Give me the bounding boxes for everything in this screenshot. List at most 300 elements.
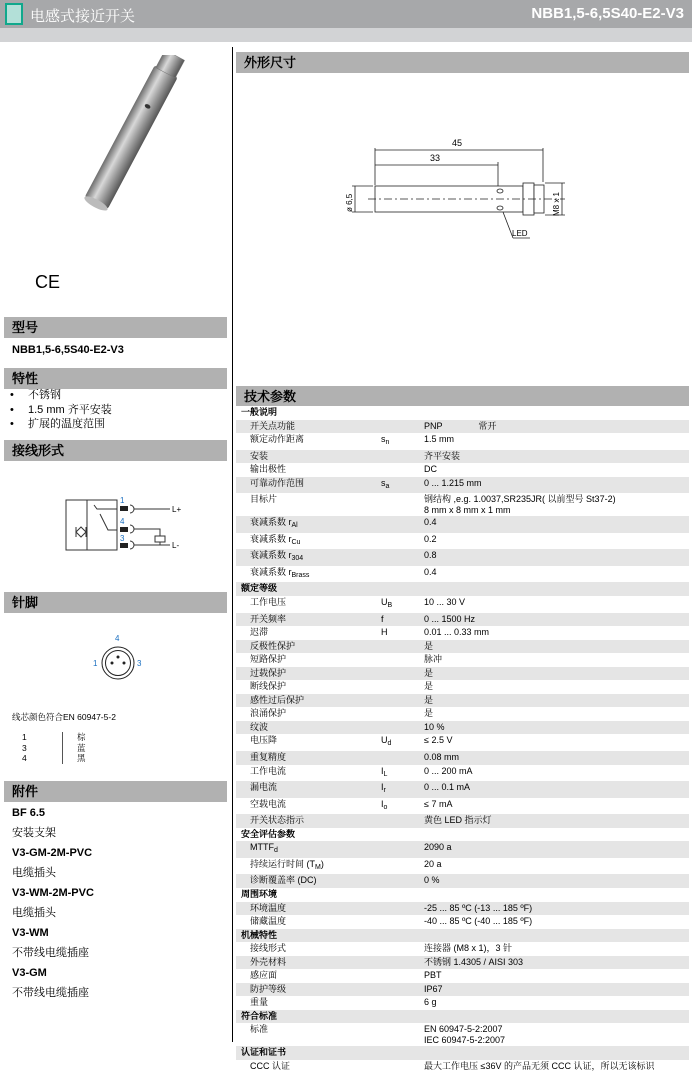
table-row: [236, 781, 689, 798]
symbol: s: [381, 434, 386, 445]
section-model: 型号: [4, 317, 227, 338]
param-value: [424, 596, 689, 613]
param-name: CCC 认证: [250, 1060, 290, 1071]
accessory-desc: 不带线电缆插座: [12, 987, 89, 999]
param-name: 衰减系数 r: [250, 517, 292, 528]
param-name: 目标片: [250, 494, 278, 505]
param-value: [424, 734, 689, 751]
value-line: 0 ... 200 mA: [424, 765, 473, 776]
symbol-subscript: a: [385, 482, 390, 490]
param-symbol: [381, 1023, 424, 1046]
l-minus-label: L-: [172, 541, 180, 550]
param-subscript: M: [315, 863, 321, 871]
param-symbol: [381, 858, 424, 875]
accessory-name: V3-WM-2M-PVC: [12, 887, 94, 899]
connector-pinout: [85, 630, 155, 685]
table-row: [236, 942, 689, 956]
section-dimensions: 外形尺寸: [236, 52, 689, 73]
param-label: [236, 734, 381, 751]
table-row: [236, 956, 689, 970]
table-row: [236, 858, 689, 875]
param-label: [236, 433, 381, 450]
dimension-drawing: [340, 130, 580, 245]
value-line: 8 mm x 8 mm x 1 mm: [424, 505, 511, 516]
param-symbol: [381, 942, 424, 956]
table-row: [236, 653, 689, 667]
param-value: [424, 493, 689, 516]
accessory-name: BF 6.5: [12, 807, 46, 819]
group-title: 一般说明: [241, 407, 278, 417]
value-line: PNP 常开: [424, 420, 497, 431]
wire-color-list: [22, 732, 86, 764]
section-wiring: 接线形式: [4, 440, 227, 461]
value-line: 0.08 mm: [424, 752, 460, 763]
value-line: 10 %: [424, 721, 445, 732]
param-name: 重复精度: [250, 752, 287, 763]
param-value: [424, 902, 689, 916]
param-label: [236, 640, 381, 654]
param-label: [236, 942, 381, 956]
param-name: 开关点功能: [250, 420, 296, 431]
dim-total: 45: [452, 138, 463, 148]
group-title: 安全评估参数: [241, 828, 296, 839]
table-group-header: [236, 1046, 689, 1060]
param-symbol: [381, 969, 424, 983]
param-value: [424, 680, 689, 694]
param-value: [424, 707, 689, 721]
table-row: [236, 874, 689, 888]
param-value: [424, 533, 689, 550]
value-line: 10 ... 30 V: [424, 597, 466, 608]
param-symbol: [381, 433, 424, 450]
pin-label: 3: [137, 659, 142, 668]
value-line: 不锈钢 1.4305 / AISI 303: [424, 956, 524, 967]
param-symbol: [381, 463, 424, 477]
value-line: 0.2: [424, 533, 437, 544]
value-line: 钢结构 ,e.g. 1.0037,SR235JR( 以前型号 St37-2): [424, 494, 616, 505]
symbol-subscript: d: [387, 740, 392, 748]
table-row: [236, 640, 689, 654]
param-name: 衰减系数 r: [250, 566, 292, 577]
symbol: H: [381, 627, 388, 638]
param-value: [424, 640, 689, 654]
value-line: 0.4: [424, 566, 437, 577]
param-value: [424, 942, 689, 956]
param-symbol: [381, 751, 424, 765]
param-value: [424, 694, 689, 708]
features-list: [10, 388, 112, 432]
ce-mark: CE: [35, 272, 61, 292]
table-row: [236, 1060, 689, 1074]
param-name: 过载保护: [250, 667, 287, 678]
param-value: [424, 450, 689, 464]
accessory-desc: 电缆插头: [12, 867, 56, 879]
param-label: [236, 956, 381, 970]
group-title: 符合标准: [241, 1010, 278, 1021]
table-row: [236, 969, 689, 983]
value-line: 黄色 LED 指示灯: [424, 815, 492, 826]
param-label: [236, 841, 381, 858]
param-symbol: [381, 996, 424, 1010]
param-label: [236, 707, 381, 721]
value-line: 是: [424, 667, 434, 678]
param-name: 感性过后保护: [250, 694, 305, 705]
l-plus-label: L+: [172, 505, 182, 514]
param-name: 断线保护: [250, 681, 287, 692]
value-line: 是: [424, 640, 434, 651]
table-row: [236, 477, 689, 494]
param-symbol: [381, 640, 424, 654]
param-value: [424, 667, 689, 681]
table-row: [236, 626, 689, 640]
param-value: [424, 721, 689, 735]
symbol-subscript: o: [383, 803, 388, 811]
value-line: 0 ... 1500 Hz: [424, 613, 476, 624]
table-row: [236, 841, 689, 858]
value-line: 齐平安装: [424, 450, 461, 461]
table-group-header: [236, 406, 689, 420]
value-line: PBT: [424, 970, 442, 981]
param-label: [236, 1060, 381, 1074]
param-value: [424, 751, 689, 765]
accessory-desc: 安装支架: [12, 827, 56, 839]
param-label: [236, 516, 381, 533]
table-group-header: [236, 582, 689, 596]
table-row: [236, 734, 689, 751]
value-line: 6 g: [424, 997, 437, 1008]
param-symbol: [381, 1060, 424, 1074]
dim-led: 33: [430, 153, 441, 163]
table-group-header: [236, 828, 689, 842]
value-line: 脉冲: [424, 654, 443, 665]
value-line: ≤ 2.5 V: [424, 735, 453, 746]
param-symbol: [381, 450, 424, 464]
feature-item: • 不锈钢: [10, 388, 112, 403]
accessory-desc: 电缆插头: [12, 907, 56, 919]
param-symbol: [381, 765, 424, 782]
tech-table: [236, 406, 689, 1074]
table-row: [236, 721, 689, 735]
pin-number: 1: [22, 732, 27, 742]
table-row: [236, 533, 689, 550]
table-group-header: [236, 929, 689, 943]
symbol-subscript: n: [385, 439, 390, 447]
param-symbol: [381, 956, 424, 970]
table-row: [236, 596, 689, 613]
param-value: [424, 420, 689, 434]
param-name: 衰减系数 r: [250, 533, 292, 544]
param-value: [424, 463, 689, 477]
table-group-header: [236, 888, 689, 902]
value-line: 2090 a: [424, 842, 452, 853]
column-divider: [232, 47, 233, 1042]
param-name: 工作电压: [250, 597, 287, 608]
table-row: [236, 983, 689, 997]
table-row: [236, 798, 689, 815]
param-value: [424, 626, 689, 640]
param-name: 标准: [250, 1024, 269, 1035]
param-symbol: [381, 626, 424, 640]
param-symbol: [381, 420, 424, 434]
value-line: 是: [424, 681, 434, 692]
param-value: [424, 549, 689, 566]
group-title: 周围环境: [241, 888, 278, 899]
param-name: 工作电流: [250, 765, 287, 776]
value-line: 0.8: [424, 550, 437, 561]
param-label: [236, 450, 381, 464]
param-name: 防护等级: [250, 983, 287, 994]
param-value: [424, 781, 689, 798]
param-value: [424, 858, 689, 875]
param-label: [236, 566, 381, 583]
param-name: 可靠动作范围: [250, 477, 305, 488]
param-name: 储藏温度: [250, 916, 287, 927]
symbol: I: [381, 798, 384, 809]
param-value: [424, 1060, 689, 1074]
param-name: 空载电流: [250, 798, 287, 809]
param-symbol: [381, 734, 424, 751]
value-line: 0.01 ... 0.33 mm: [424, 627, 490, 638]
param-symbol: [381, 781, 424, 798]
param-value: [424, 613, 689, 627]
param-symbol: [381, 915, 424, 929]
accessory-name: V3-GM: [12, 967, 47, 979]
value-line: 0 ... 1.215 mm: [424, 477, 482, 488]
group-title: 额定等级: [241, 583, 278, 594]
pin-label: 3: [120, 534, 125, 543]
wire-color-title: 线芯颜色符合EN 60947-5-2: [12, 712, 116, 722]
symbol-subscript: B: [387, 602, 393, 610]
param-label: [236, 667, 381, 681]
value-line: 最大工作电压 ≤36V 的产品无须 CCC 认证，所以无该标识: [424, 1060, 655, 1071]
param-name: 开关频率: [250, 613, 287, 624]
symbol: s: [381, 477, 386, 488]
wire-color: 黑: [62, 753, 86, 764]
value-line: 20 a: [424, 858, 442, 869]
table-row: [236, 463, 689, 477]
param-subscript: Brass: [291, 571, 310, 579]
param-symbol: [381, 549, 424, 566]
param-label: [236, 1023, 381, 1046]
param-label: [236, 533, 381, 550]
param-value: [424, 1023, 689, 1046]
group-title: 认证和证书: [241, 1047, 287, 1058]
param-subscript: Cu: [291, 538, 301, 546]
param-name: MTTF: [250, 842, 274, 853]
section-features: 特性: [4, 368, 227, 389]
table-row: [236, 707, 689, 721]
param-label: [236, 902, 381, 916]
param-name: 额定动作距离: [250, 434, 305, 445]
value-line: IP67: [424, 983, 443, 994]
symbol-subscript: L: [383, 770, 388, 778]
table-row: [236, 549, 689, 566]
wire-color: 棕: [62, 732, 86, 743]
param-value: [424, 969, 689, 983]
table-row: [236, 1023, 689, 1046]
param-value: [424, 433, 689, 450]
param-symbol: [381, 667, 424, 681]
param-value: [424, 516, 689, 533]
table-row: [236, 765, 689, 782]
param-value: [424, 765, 689, 782]
param-symbol: [381, 902, 424, 916]
param-name: 衰减系数 r: [250, 550, 292, 561]
table-row: [236, 420, 689, 434]
param-name: 反极性保护: [250, 640, 296, 651]
value-line: 0.4: [424, 517, 437, 528]
param-name: 重量: [250, 997, 269, 1008]
param-label: [236, 626, 381, 640]
param-label: [236, 798, 381, 815]
pin-label: 1: [120, 496, 125, 505]
param-label: [236, 420, 381, 434]
param-symbol: [381, 841, 424, 858]
value-line: -25 ... 85 ºC (-13 ... 185 ºF): [424, 902, 533, 913]
param-label: [236, 751, 381, 765]
accessory-name: V3-GM-2M-PVC: [12, 847, 93, 859]
symbol: U: [381, 735, 388, 746]
table-row: [236, 450, 689, 464]
param-label: [236, 969, 381, 983]
param-name: 纹波: [250, 721, 269, 732]
accessory-name: V3-WM: [12, 927, 49, 939]
param-subscript: d: [274, 847, 278, 855]
param-symbol: [381, 516, 424, 533]
param-value: [424, 841, 689, 858]
table-row: [236, 566, 689, 583]
value-line: 1.5 mm: [424, 434, 455, 445]
param-value: [424, 566, 689, 583]
param-name-end: ): [320, 858, 324, 869]
param-label: [236, 996, 381, 1010]
param-name: 环境温度: [250, 902, 287, 913]
param-label: [236, 858, 381, 875]
group-title: 机械特性: [241, 929, 278, 940]
param-name: 安装: [250, 450, 269, 461]
param-symbol: [381, 680, 424, 694]
param-value: [424, 653, 689, 667]
model-title: NBB1,5-6,5S40-E2-V3: [531, 5, 684, 22]
param-symbol: [381, 983, 424, 997]
value-line: 连接器 (M8 x 1)，3 针: [424, 943, 513, 954]
symbol: f: [381, 613, 384, 624]
param-label: [236, 653, 381, 667]
product-image: [10, 55, 210, 315]
param-value: [424, 956, 689, 970]
param-label: [236, 493, 381, 516]
header-band: [0, 28, 692, 42]
param-value: [424, 983, 689, 997]
symbol-subscript: r: [383, 787, 386, 795]
param-label: [236, 463, 381, 477]
param-symbol: [381, 566, 424, 583]
page-title: 电感式接近开关: [30, 8, 136, 25]
wiring-diagram: [60, 490, 200, 560]
pin-label: 4: [120, 517, 125, 526]
param-name: 开关状态指示: [250, 815, 305, 826]
feature-item: • 扩展的温度范围: [10, 417, 112, 432]
param-label: [236, 874, 381, 888]
param-name: 外壳材料: [250, 956, 287, 967]
symbol: I: [381, 782, 384, 793]
param-name: 迟滞: [250, 627, 269, 638]
param-name: 持续运行时间 (T: [250, 858, 315, 869]
param-label: [236, 983, 381, 997]
param-name: 诊断覆盖率 (DC): [250, 875, 317, 886]
param-name: 感应面: [250, 970, 278, 981]
param-name: 浪涌保护: [250, 708, 287, 719]
param-symbol: [381, 653, 424, 667]
dim-thread: M8 x 1: [552, 191, 561, 216]
param-name: 漏电流: [250, 782, 278, 793]
wire-color: 蓝: [62, 743, 86, 754]
param-label: [236, 765, 381, 782]
value-line: ≤ 7 mA: [424, 798, 453, 809]
param-label: [236, 596, 381, 613]
param-name: 短路保护: [250, 654, 287, 665]
value-line: IEC 60947-5-2:2007: [424, 1035, 506, 1046]
param-value: [424, 798, 689, 815]
param-value: [424, 915, 689, 929]
param-symbol: [381, 493, 424, 516]
brand-logo: [5, 3, 23, 25]
pin-label: 4: [115, 634, 120, 643]
accessories-list: [12, 805, 94, 1005]
pin-label: 1: [93, 659, 98, 668]
param-symbol: [381, 596, 424, 613]
model-value: NBB1,5-6,5S40-E2-V3: [12, 344, 124, 356]
param-name: 接线形式: [250, 943, 287, 954]
table-row: [236, 493, 689, 516]
param-symbol: [381, 533, 424, 550]
pin-number: 3: [22, 742, 27, 753]
param-symbol: [381, 613, 424, 627]
param-symbol: [381, 694, 424, 708]
param-value: [424, 996, 689, 1010]
param-symbol: [381, 721, 424, 735]
section-accessories: 附件: [4, 781, 227, 802]
value-line: 是: [424, 708, 434, 719]
param-label: [236, 915, 381, 929]
table-row: [236, 902, 689, 916]
param-symbol: [381, 798, 424, 815]
table-row: [236, 751, 689, 765]
table-group-header: [236, 1010, 689, 1024]
table-row: [236, 680, 689, 694]
param-symbol: [381, 477, 424, 494]
symbol: U: [381, 597, 388, 608]
pin-number: 4: [22, 753, 27, 763]
table-row: [236, 613, 689, 627]
param-label: [236, 721, 381, 735]
param-label: [236, 814, 381, 828]
param-name: 输出极性: [250, 464, 287, 475]
section-tech: 技术参数: [236, 386, 689, 407]
value-line: 0 %: [424, 875, 440, 886]
table-row: [236, 667, 689, 681]
param-label: [236, 781, 381, 798]
param-label: [236, 680, 381, 694]
param-label: [236, 694, 381, 708]
dim-diameter: ø 6,5: [345, 193, 354, 212]
feature-item: • 1.5 mm 齐平安装: [10, 403, 112, 418]
value-line: DC: [424, 464, 437, 475]
section-pinout: 针脚: [4, 592, 227, 613]
table-row: [236, 433, 689, 450]
param-symbol: [381, 707, 424, 721]
param-label: [236, 549, 381, 566]
